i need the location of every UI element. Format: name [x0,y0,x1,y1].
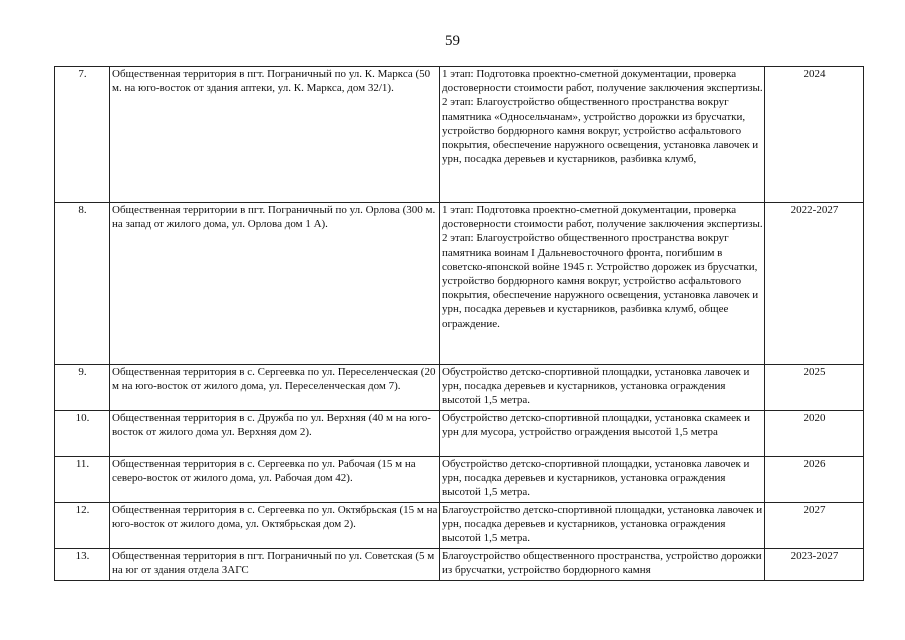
row-number: 13. [55,549,110,581]
territory-cell: Общественная территория в с. Сергеевка по ул. Октябрьская (15 м на юго-восток от жилого дома, ул. Октябрьская дом 2). [110,503,440,549]
table-row [55,365,864,411]
year-cell: 2020 [765,411,864,457]
work-description-cell [440,67,765,203]
territory-cell: Общественная территория в с. Сергеевка по ул. Рабочая (15 м на северо-восток от жилого дома, ул. Рабочая дом 42). [110,457,440,503]
table-row [55,203,864,365]
row-number: 8. [55,203,110,365]
territory-cell: Общественная территория в с. Дружба по ул. Верхняя (40 м на юго-восток от жилого дома ул. Верхняя дом 2). [110,411,440,457]
row-number: 9. [55,365,110,411]
year-cell: 2026 [765,457,864,503]
row-number: 12. [55,503,110,549]
table-row [55,411,864,457]
work-description-cell: Благоустройство общественного пространства, устройство дорожки из брусчатки, устройство бордюрного камня [440,549,765,581]
row-number: 7. [55,67,110,203]
territory-cell: Общественная территория в пгт. Пограничный по ул. К. Маркса (50 м. на юго-восток от здания аптеки, ул. К. Маркса, дом 32/1). [110,67,440,203]
table-row [55,457,864,503]
table-row [55,67,864,203]
stage-1-text: 1 этап: Подготовка проектно-сметной документации, проверка достоверности стоимости работ, получение заключения экспертизы. [442,204,763,231]
territory-cell: Общественная территория в пгт. Пограничный по ул. Советская (5 м на юг от здания отдела ЗАГС [110,549,440,581]
stage-2-text: 2 этап: Благоустройство общественного пространства вокруг памятника «Односельчанам», устройство дорожки из брусчатки, устройство бордюрного камня вокруг, устройство асфальтового покрытия, обеспечение наружного освещения, установка лавочек и урн, посадка деревьев и кустарников, разбивка клумб, [442,96,759,166]
row-number: 10. [55,411,110,457]
year-cell: 2027 [765,503,864,549]
page-number: 59 [445,33,460,49]
work-description-cell [440,203,765,365]
improvement-table [54,66,864,581]
work-description-cell: Обустройство детско-спортивной площадки, установка лавочек и урн, посадка деревьев и кустарников, установка ограждения высотой 1,5 метра. [440,365,765,411]
year-cell: 2022-2027 [765,203,864,365]
year-cell: 2023-2027 [765,549,864,581]
territory-cell: Общественная территории в пгт. Пограничный по ул. Орлова (300 м. на запад от жилого дома, ул. Орлова дом 1 А). [110,203,440,365]
stage-1-text: 1 этап: Подготовка проектно-сметной документации, проверка достоверности стоимости работ, получение заключения экспертизы. [442,68,763,95]
work-description-cell: Обустройство детско-спортивной площадки, установка скамеек и урн для мусора, устройство ограждения высотой 1,5 метра [440,411,765,457]
stage-2-text: 2 этап: Благоустройство общественного пространства вокруг памятника воинам I Дальневосточного фронта, погибшим в советско-японской войне 1945 г. Устройство дорожек из брусчатки, устройство бордюрного камня вокруг, устройство асфальтового покрытия, обеспечение наружного освещения, установка лавочек и урн, посадка деревьев и кустарников, разбивка клумб, общее ограждение. [442,232,759,330]
row-number: 11. [55,457,110,503]
table-row [55,549,864,581]
year-cell: 2024 [765,67,864,203]
work-description-cell: Обустройство детско-спортивной площадки, установка лавочек и урн, посадка деревьев и кустарников, установка ограждения высотой 1,5 метра. [440,457,765,503]
work-description-cell: Благоустройство детско-спортивной площадки, установка лавочек и урн, посадка деревьев и кустарников, установка ограждения высотой 1,5 метра. [440,503,765,549]
table-row [55,503,864,549]
year-cell: 2025 [765,365,864,411]
territory-cell: Общественная территория в с. Сергеевка по ул. Переселенческая (20 м на юго-восток от жилого дома, ул. Переселенческая дом 7). [110,365,440,411]
